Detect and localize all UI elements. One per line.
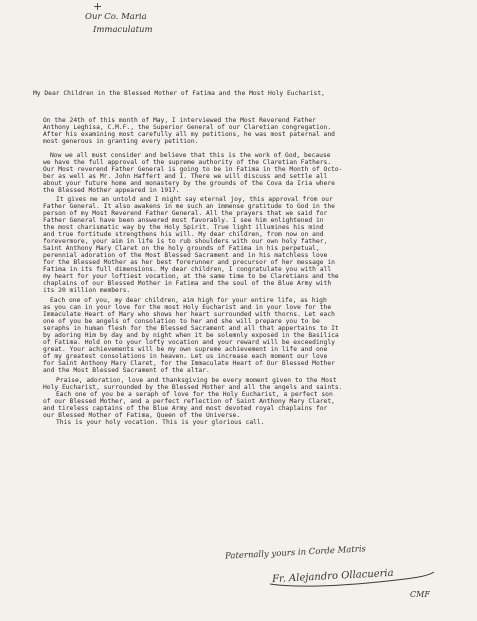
body-line: chaplains of our Blessed Mother in Fatima and the soul of the Blue Army with: [43, 280, 332, 287]
body-line: as you can in your love for the most Holy Eucharist and in your love for the: [43, 304, 332, 311]
body-line: It gives me an untold and I might say eternal joy, this approval from our: [56, 196, 333, 203]
body-line: Each one of you, my dear children, aim high for your entire life, as high: [50, 297, 327, 304]
body-line: On the 24th of this month of May, I interviewed the Most Reverend Father: [43, 117, 316, 124]
body-line: This is your holy vocation. This is your glorious call.: [56, 419, 265, 426]
signature-name: Fr. Alejandro Ollacueria: [271, 567, 394, 586]
body-line: Anthony Leghisa, C.M.F., the Superior General of our Claretian congregation.: [43, 124, 332, 131]
body-line: for Saint Anthony Mary Claret, for the Immaculate Heart of Our Blessed Mother: [43, 360, 335, 367]
handwritten-annotation-line-2: Immaculatum: [93, 25, 153, 35]
body-line: its 20 million members.: [43, 287, 131, 294]
body-line: great. Your achievements will be my own supreme achievement in life and one: [43, 346, 328, 353]
body-line: Fatima in its full dimensions. My dear children, I congratulate you with all: [43, 266, 332, 273]
body-line: most generous in granting every petition.: [43, 138, 199, 145]
body-line: we have the full approval of the supreme authority of the Claretian Fathers.: [43, 159, 332, 166]
handwritten-annotation-line-1: Our Co. Maria: [85, 12, 147, 22]
body-line: of Fatima. Hold on to your lofty vocation and your reward will be exceedingly: [43, 339, 335, 346]
body-line: and tireless captains of the Blue Army and most devoted royal chaplains for: [43, 405, 328, 412]
body-line: and the Most Blessed Sacrament of the altar.: [43, 367, 210, 374]
salutation: My Dear Children in the Blessed Mother of Fatima and the Most Holy Eucharist,: [33, 90, 325, 97]
body-line: After his examining most carefully all my petitions, he was most paternal and: [43, 131, 335, 138]
body-line: person of my Most Reverend Father General. All the prayers that we said for: [43, 210, 328, 217]
body-line: Each one of you be a seraph of love for the Holy Eucharist, a perfect son: [56, 391, 333, 398]
body-line: forevermore, your aim in life is to rub shoulders with our own holy father,: [43, 238, 328, 245]
body-line: our Blessed Mother of Fatima, Queen of the Universe.: [43, 412, 241, 419]
body-line: about your future home and monastery by the grounds of the Cova da Iria where: [43, 180, 335, 187]
body-line: Holy Eucharist, surrounded by the Blessed Mother and all the angels and saints.: [43, 384, 343, 391]
body-line: one of you be angels of consolation to her and she will prepare you to be: [43, 318, 320, 325]
body-line: the most charismatic way by the Holy Spirit. True light illumines his mind: [43, 224, 324, 231]
body-line: perennial adoration of the Most Blessed Sacrament and in his matchless love: [43, 252, 328, 259]
body-line: my heart for your loftiest vocation, at the same time to be Claretians and the: [43, 273, 339, 280]
body-line: Our Most reverend Father General is going to be in Fatima in the Month of Octo-: [43, 166, 343, 173]
body-line: Saint Anthony Mary Claret on the holy grounds of Fatima in his perpetual,: [43, 245, 320, 252]
body-line: the Blessed Mother appeared in 1917.: [43, 187, 180, 194]
body-line: seraphs in human flesh for the Blessed Sacrament and all that appertains to It: [43, 325, 339, 332]
body-line: and true fortitude strengthens his will. My dear children, from now on and: [43, 231, 324, 238]
body-line: Father General. It also awakens in me such an immense gratitude to God in the: [43, 203, 335, 210]
handwritten-cross: +: [93, 0, 103, 13]
signature-closing: Paternally yours in Corde Matris: [224, 544, 367, 562]
body-line: for the Blessed Mother as her best forerunner and precursor of her message in: [43, 259, 335, 266]
body-line: Praise, adoration, love and thanksgiving be every moment given to the Most: [56, 377, 337, 384]
body-line: by adoring Him by day and by night when it be solemnly exposed in the Basilica: [43, 332, 339, 339]
signature-suffix: CMF: [410, 590, 430, 599]
body-line: ber as well as Mr. John Haffert and I. There we will discuss and settle all: [43, 173, 328, 180]
body-line: Father General have been answered most favorably. I see him enlightened in: [43, 217, 324, 224]
body-line: Immaculate Heart of Mary who shows her heart surrounded with thorns. Let each: [43, 311, 335, 318]
body-line: of our Blessed Mother, and a perfect reflection of Saint Anthony Mary Claret,: [43, 398, 335, 405]
body-line: of my greatest consolations in heaven. Let us increase each moment our love: [43, 353, 328, 360]
signature-flourish: [268, 562, 438, 590]
body-line: Now we all must consider and believe that this is the work of God, because: [50, 152, 331, 159]
